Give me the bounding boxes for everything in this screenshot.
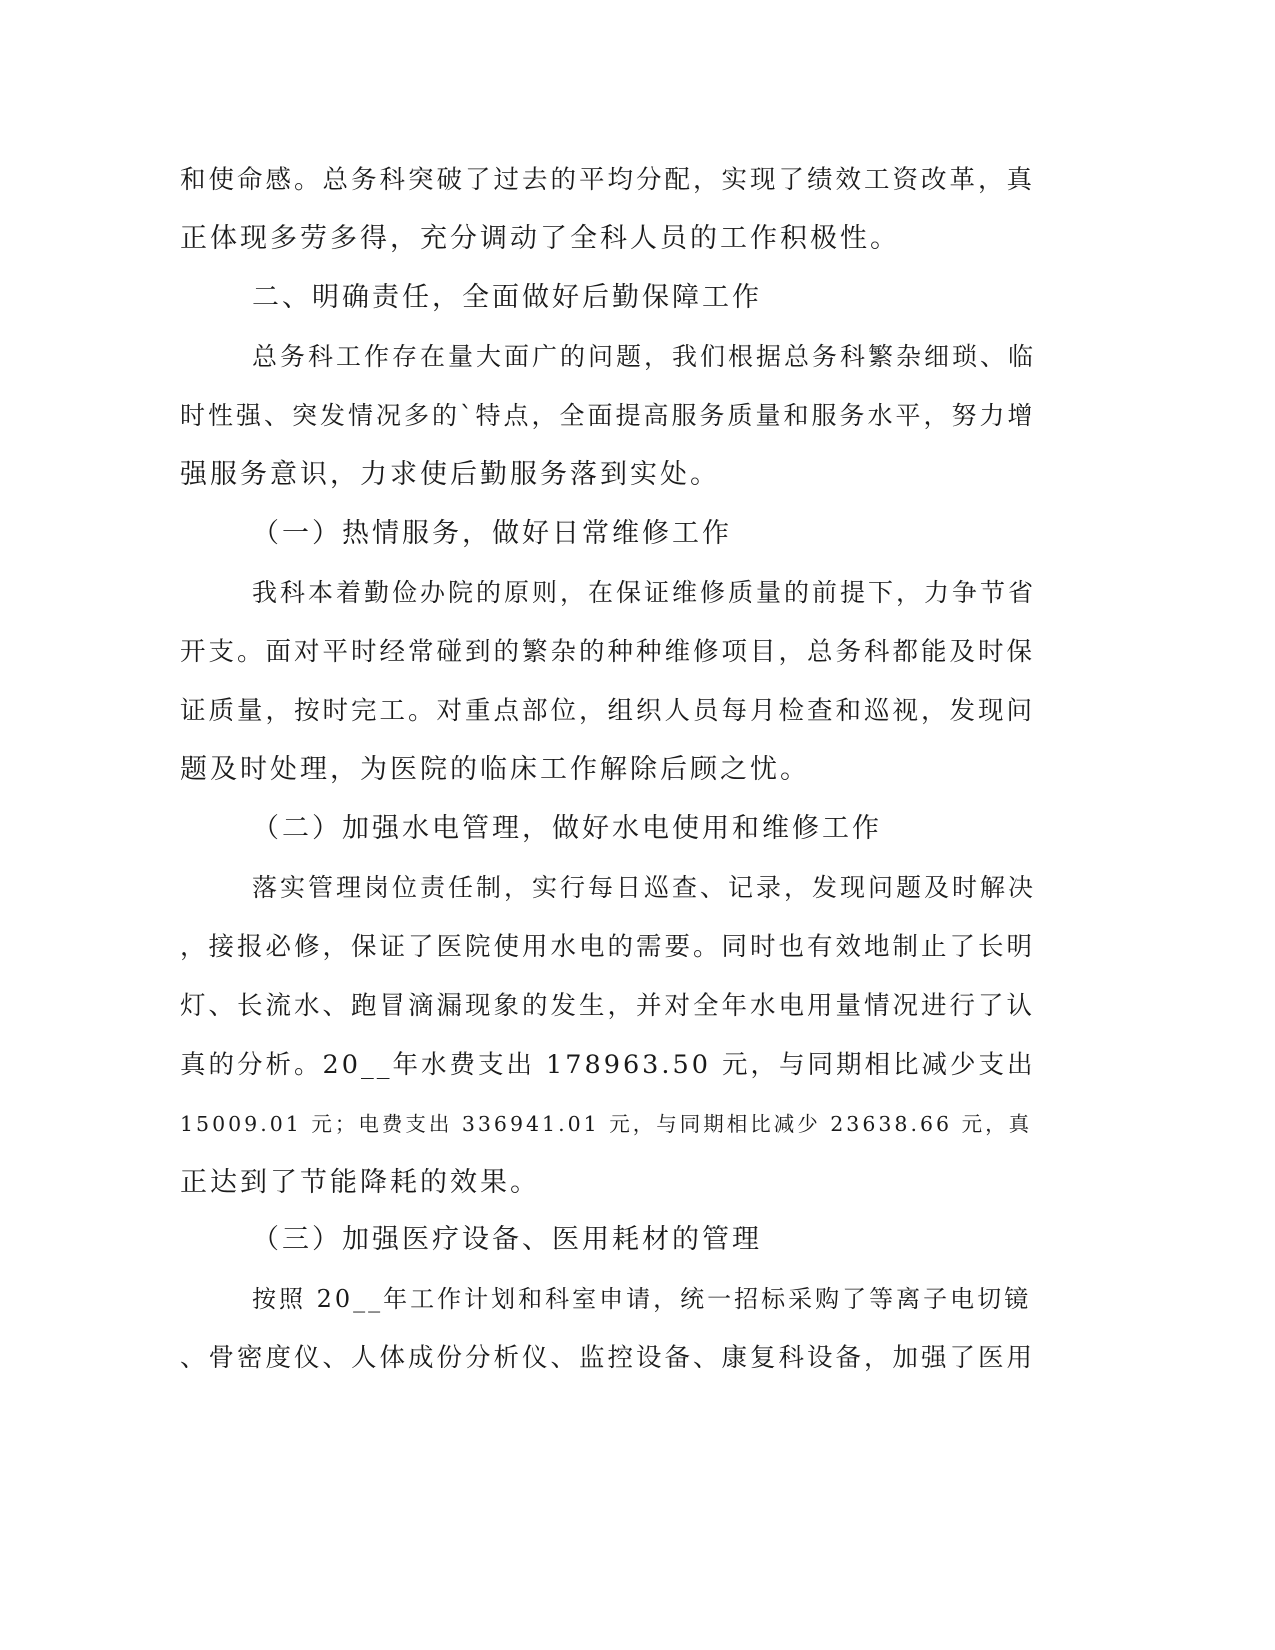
body-text-line: 落实管理岗位责任制，实行每日巡查、记录，发现问题及时解决 <box>252 873 1037 902</box>
body-text-line: 我科本着勤俭办院的原则，在保证维修质量的前提下，力争节省 <box>252 578 1037 607</box>
body-text-line: ，接报必修，保证了医院使用水电的需要。同时也有效地制止了长明 <box>180 932 1036 962</box>
body-text-line: 灯、长流水、跑冒滴漏现象的发生，并对全年水电用量情况进行了认 <box>180 991 1036 1021</box>
body-text-line: 开支。面对平时经常碰到的繁杂的种种维修项目，总务科都能及时保 <box>180 637 1036 667</box>
subsection-heading: （一）热情服务，做好日常维修工作 <box>252 518 732 549</box>
body-text-line: 15009.01 元；电费支出 336941.01 元，与同期相比减少 23638.66 元，真 <box>180 1112 1033 1136</box>
body-text-line: 真的分析。20__年水费支出 178963.50 元，与同期相比减少支出 <box>180 1050 1036 1080</box>
body-text-line: 时性强、突发情况多的`特点，全面提高服务质量和服务水平，努力增 <box>180 401 1036 430</box>
body-text-line: 正体现多劳多得，充分调动了全科人员的工作积极性。 <box>180 223 900 254</box>
subsection-heading: （二）加强水电管理，做好水电使用和维修工作 <box>252 813 882 844</box>
body-text-line: 正达到了节能降耗的效果。 <box>180 1167 540 1198</box>
section-heading: 二、明确责任，全面做好后勤保障工作 <box>252 282 762 313</box>
body-text-line: 和使命感。总务科突破了过去的平均分配，实现了绩效工资改革，真 <box>180 165 1036 195</box>
body-text-line: 、骨密度仪、人体成份分析仪、监控设备、康复科设备，加强了医用 <box>180 1343 1036 1373</box>
body-text-line: 题及时处理，为医院的临床工作解除后顾之忧。 <box>180 754 810 785</box>
body-text-line: 证质量，按时完工。对重点部位，组织人员每月检查和巡视，发现问 <box>180 696 1036 726</box>
body-text-line: 强服务意识，力求使后勤服务落到实处。 <box>180 459 720 490</box>
body-text-line: 按照 20__年工作计划和科室申请，统一招标采购了等离子电切镜 <box>252 1285 1032 1313</box>
body-text-line: 总务科工作存在量大面广的问题，我们根据总务科繁杂细琐、临 <box>252 342 1037 371</box>
subsection-heading: （三）加强医疗设备、医用耗材的管理 <box>252 1224 762 1255</box>
